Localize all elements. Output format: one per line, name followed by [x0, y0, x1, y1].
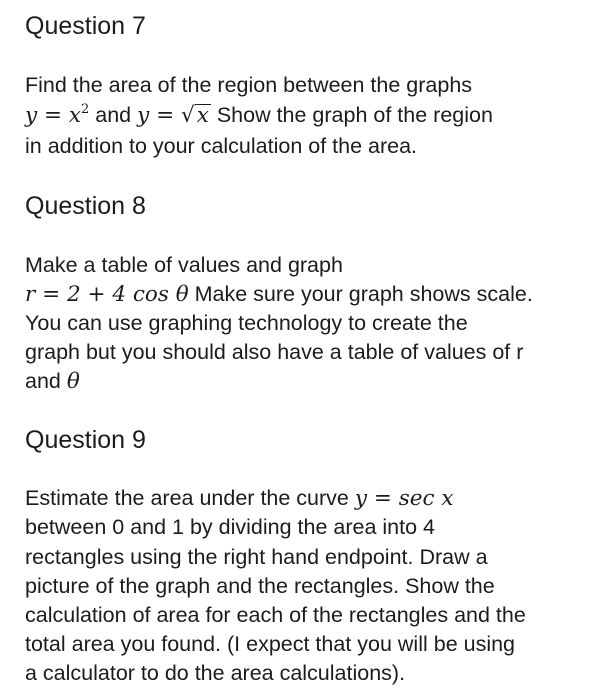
question-8-line-3: You can use graphing technology to create the	[25, 311, 468, 335]
question-8-line-2	[25, 280, 533, 309]
equation-y-equals-x-squared: $y = x^2$	[25, 102, 90, 128]
question-7-title: Question 7	[25, 12, 146, 40]
question-9-line-2: between 0 and 1 by dividing the area into 4	[25, 515, 435, 539]
question-8-title: Question 8	[25, 192, 146, 220]
question-7-line-2	[25, 101, 493, 130]
and-word: and	[95, 103, 132, 127]
question-9-title: Question 9	[25, 426, 146, 454]
question-7-line-2-text: Show the graph of the region	[216, 103, 493, 127]
question-9-line-7: a calculator to do the area calculations).	[25, 661, 406, 685]
question-9-line-1-text: Estimate the area under the curve	[25, 486, 349, 510]
and-word: and	[25, 369, 61, 393]
equation-polar-r: r = 2 + 4 cos θ	[25, 282, 189, 307]
equation-y-equals-sqrt-x: y = √x	[137, 103, 209, 128]
question-7-line-1: Find the area of the region between the graphs	[25, 73, 473, 97]
question-9-line-4: picture of the graph and the rectangles. Show the	[25, 574, 495, 598]
question-7-line-3: in addition to your calculation of the area.	[25, 134, 418, 158]
question-9-line-5: calculation of area for each of the rectangles and the	[25, 603, 526, 627]
question-8-line-2-text: Make sure your graph shows scale.	[194, 282, 533, 306]
question-8-line-4: graph but you should also have a table of values of r	[25, 340, 524, 364]
question-8-line-5	[25, 367, 80, 396]
question-8-line-1: Make a table of values and graph	[25, 253, 343, 277]
question-9-line-6: total area you found. (I expect that you will be using	[25, 632, 516, 656]
question-9-line-1	[25, 484, 453, 513]
equation-y-equals-sec-x: y = sec x	[354, 486, 454, 511]
theta-symbol: θ	[66, 369, 80, 394]
sqrt-symbol: √x	[180, 103, 209, 128]
question-9-line-3: rectangles using the right hand endpoint. Draw a	[25, 545, 488, 569]
